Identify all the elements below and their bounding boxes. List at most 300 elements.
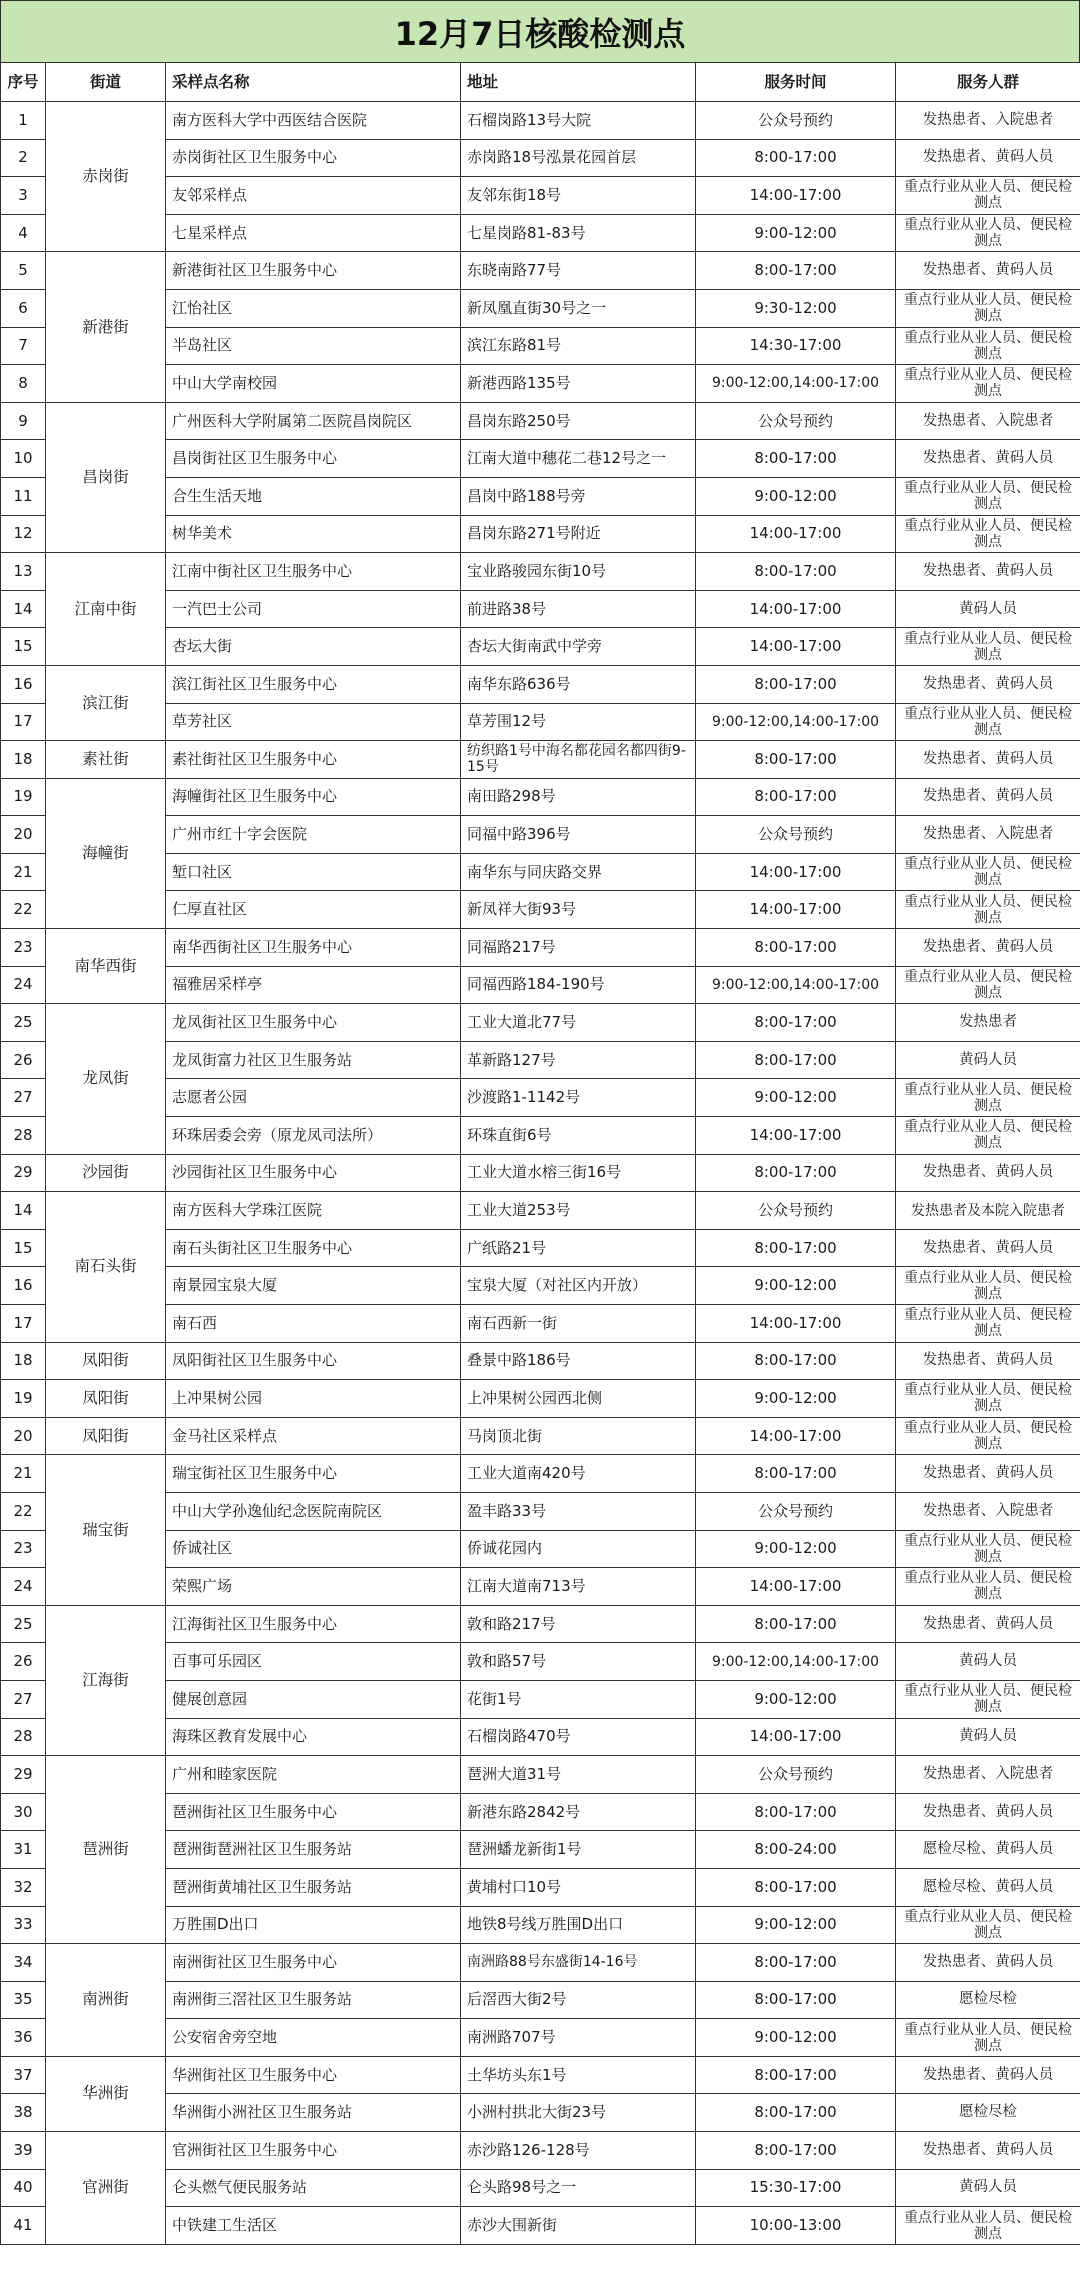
cell-site-name: 江海街社区卫生服务中心 [166,1605,461,1643]
cell-no: 14 [1,1192,46,1230]
cell-group: 发热患者、黄码人员 [896,2132,1080,2170]
cell-hours: 9:00-12:00,14:00-17:00 [696,966,896,1004]
cell-group: 黄码人员 [896,1718,1080,1756]
cell-address: 上冲果树公园西北侧 [461,1380,696,1418]
cell-group: 重点行业从业人员、便民检测点 [896,703,1080,741]
cell-group: 重点行业从业人员、便民检测点 [896,628,1080,666]
cell-group: 重点行业从业人员、便民检测点 [896,477,1080,515]
cell-group: 发热患者、黄码人员 [896,778,1080,816]
cell-site-name: 南石西 [166,1305,461,1343]
cell-site-name: 赤岗街社区卫生服务中心 [166,139,461,177]
cell-address: 新凤祥大街93号 [461,891,696,929]
cell-no: 15 [1,1229,46,1267]
cell-hours: 8:00-17:00 [696,1041,896,1079]
cell-address: 工业大道水榕三街16号 [461,1154,696,1192]
cell-address: 土华坊头东1号 [461,2056,696,2094]
cell-group: 黄码人员 [896,1041,1080,1079]
cell-address: 同福西路184-190号 [461,966,696,1004]
cell-no: 24 [1,966,46,1004]
page-title: 12月7日核酸检测点 [0,0,1080,64]
cell-site-name: 广州市红十字会医院 [166,816,461,854]
table-row [1,1004,1080,1042]
cell-address: 琶洲蟠龙新街1号 [461,1831,696,1869]
cell-address: 江南大道南713号 [461,1568,696,1606]
cell-site-name: 中山大学南校园 [166,365,461,403]
cell-hours: 14:00-17:00 [696,1718,896,1756]
cell-site-name: 南洲街社区卫生服务中心 [166,1944,461,1982]
cell-address: 南洲路88号东盛街14-16号 [461,1944,696,1982]
cell-address: 赤沙路126-128号 [461,2132,696,2170]
cell-group: 重点行业从业人员、便民检测点 [896,289,1080,327]
cell-no: 23 [1,929,46,967]
cell-street: 凤阳街 [46,1342,166,1380]
cell-address: 杏坛大街南武中学旁 [461,628,696,666]
cell-group: 发热患者、入院患者 [896,102,1080,140]
cell-address: 南田路298号 [461,778,696,816]
cell-hours: 9:00-12:00 [696,1906,896,1944]
cell-address: 滨江东路81号 [461,327,696,365]
table-row [1,665,1080,703]
cell-site-name: 江怡社区 [166,289,461,327]
cell-site-name: 侨诚社区 [166,1530,461,1568]
cell-no: 19 [1,778,46,816]
cell-street: 琶洲街 [46,1756,166,1944]
cell-site-name: 华洲街小洲社区卫生服务站 [166,2094,461,2132]
cell-site-name: 金马社区采样点 [166,1417,461,1455]
cell-no: 38 [1,2094,46,2132]
cell-group: 重点行业从业人员、便民检测点 [896,214,1080,252]
cell-hours: 14:00-17:00 [696,891,896,929]
table-row [1,1455,1080,1493]
cell-group: 重点行业从业人员、便民检测点 [896,2019,1080,2057]
cell-hours: 8:00-17:00 [696,1342,896,1380]
cell-hours: 9:00-12:00 [696,1380,896,1418]
cell-street: 赤岗街 [46,102,166,252]
cell-site-name: 草芳社区 [166,703,461,741]
cell-address: 宝泉大厦（对社区内开放） [461,1267,696,1305]
cell-no: 2 [1,139,46,177]
cell-address: 敦和路57号 [461,1643,696,1681]
cell-no: 20 [1,816,46,854]
cell-address: 昌岗中路188号旁 [461,477,696,515]
cell-group: 黄码人员 [896,590,1080,628]
cell-no: 21 [1,1455,46,1493]
cell-no: 22 [1,891,46,929]
table-row [1,778,1080,816]
cell-no: 18 [1,1342,46,1380]
cell-site-name: 琶洲街社区卫生服务中心 [166,1793,461,1831]
header-site: 采样点名称 [166,63,461,102]
cell-no: 21 [1,853,46,891]
cell-street: 新港街 [46,252,166,402]
cell-site-name: 凤阳街社区卫生服务中心 [166,1342,461,1380]
cell-hours: 9:00-12:00 [696,1530,896,1568]
cell-group: 重点行业从业人员、便民检测点 [896,1305,1080,1343]
cell-group: 发热患者、黄码人员 [896,252,1080,290]
cell-site-name: 半岛社区 [166,327,461,365]
cell-hours: 15:30-17:00 [696,2169,896,2207]
cell-group: 重点行业从业人员、便民检测点 [896,515,1080,553]
cell-site-name: 中铁建工生活区 [166,2207,461,2245]
cell-address: 南洲路707号 [461,2019,696,2057]
cell-site-name: 南方医科大学中西医结合医院 [166,102,461,140]
cell-hours: 8:00-17:00 [696,1944,896,1982]
cell-hours: 8:00-17:00 [696,1004,896,1042]
cell-site-name: 堑口社区 [166,853,461,891]
cell-address: 南华东路636号 [461,665,696,703]
cell-hours: 公众号预约 [696,816,896,854]
cell-group: 重点行业从业人员、便民检测点 [896,327,1080,365]
cell-street: 南石头街 [46,1192,166,1342]
cell-group: 黄码人员 [896,2169,1080,2207]
header-hours: 服务时间 [696,63,896,102]
cell-hours: 14:00-17:00 [696,1417,896,1455]
table-row [1,2056,1080,2094]
cell-address: 黄埔村口10号 [461,1868,696,1906]
cell-site-name: 百事可乐园区 [166,1643,461,1681]
cell-group: 发热患者、黄码人员 [896,1455,1080,1493]
cell-site-name: 仁厚直社区 [166,891,461,929]
cell-no: 19 [1,1380,46,1418]
header-group: 服务人群 [896,63,1080,102]
cell-address: 石榴岗路13号大院 [461,102,696,140]
cell-site-name: 广州医科大学附属第二医院昌岗院区 [166,402,461,440]
cell-group: 发热患者、入院患者 [896,816,1080,854]
cell-group: 发热患者、黄码人员 [896,1229,1080,1267]
cell-street: 江海街 [46,1605,166,1755]
cell-group: 黄码人员 [896,1643,1080,1681]
cell-group: 发热患者、入院患者 [896,402,1080,440]
cell-street: 凤阳街 [46,1417,166,1455]
cell-hours: 9:00-12:00,14:00-17:00 [696,1643,896,1681]
cell-address: 盈丰路33号 [461,1492,696,1530]
cell-hours: 8:00-17:00 [696,2056,896,2094]
cell-no: 39 [1,2132,46,2170]
cell-hours: 9:00-12:00 [696,1680,896,1718]
cell-hours: 14:00-17:00 [696,590,896,628]
cell-no: 36 [1,2019,46,2057]
cell-group: 愿检尽检、黄码人员 [896,1831,1080,1869]
cell-no: 13 [1,553,46,591]
cell-site-name: 滨江街社区卫生服务中心 [166,665,461,703]
cell-group: 重点行业从业人员、便民检测点 [896,1568,1080,1606]
cell-site-name: 上冲果树公园 [166,1380,461,1418]
table-row [1,1192,1080,1230]
cell-site-name: 琶洲街琶洲社区卫生服务站 [166,1831,461,1869]
cell-group: 重点行业从业人员、便民检测点 [896,1680,1080,1718]
cell-address: 七星岗路81-83号 [461,214,696,252]
cell-site-name: 瑞宝街社区卫生服务中心 [166,1455,461,1493]
cell-street: 沙园街 [46,1154,166,1192]
cell-hours: 8:00-17:00 [696,741,896,779]
cell-group: 发热患者 [896,1004,1080,1042]
cell-hours: 8:00-17:00 [696,1793,896,1831]
cell-hours: 14:00-17:00 [696,177,896,215]
table-header-row [1,63,1080,102]
cell-hours: 14:00-17:00 [696,628,896,666]
table-row [1,252,1080,290]
cell-address: 同福中路396号 [461,816,696,854]
cell-address: 叠景中路186号 [461,1342,696,1380]
cell-no: 12 [1,515,46,553]
cell-hours: 8:00-17:00 [696,1455,896,1493]
cell-address: 小洲村拱北大街23号 [461,2094,696,2132]
cell-address: 后滘西大街2号 [461,1981,696,2019]
cell-no: 8 [1,365,46,403]
cell-no: 28 [1,1718,46,1756]
cell-address: 江南大道中穗花二巷12号之一 [461,440,696,478]
cell-address: 工业大道北77号 [461,1004,696,1042]
cell-site-name: 健展创意园 [166,1680,461,1718]
cell-site-name: 素社街社区卫生服务中心 [166,741,461,779]
cell-group: 重点行业从业人员、便民检测点 [896,966,1080,1004]
cell-address: 工业大道253号 [461,1192,696,1230]
table-row [1,741,1080,779]
cell-site-name: 友邻采样点 [166,177,461,215]
cell-site-name: 南方医科大学珠江医院 [166,1192,461,1230]
cell-no: 23 [1,1530,46,1568]
cell-site-name: 琶洲街黄埔社区卫生服务站 [166,1868,461,1906]
cell-no: 3 [1,177,46,215]
cell-address: 赤沙大围新街 [461,2207,696,2245]
cell-no: 33 [1,1906,46,1944]
cell-hours: 8:00-17:00 [696,2094,896,2132]
table-row [1,929,1080,967]
cell-hours: 8:00-17:00 [696,1154,896,1192]
testing-sites-table [0,62,1080,2245]
table-row [1,1380,1080,1418]
cell-group: 重点行业从业人员、便民检测点 [896,177,1080,215]
cell-site-name: 海幢街社区卫生服务中心 [166,778,461,816]
cell-site-name: 南洲街三滘社区卫生服务站 [166,1981,461,2019]
cell-no: 16 [1,665,46,703]
cell-street: 瑞宝街 [46,1455,166,1605]
table-row [1,402,1080,440]
cell-street: 官洲街 [46,2132,166,2245]
cell-group: 重点行业从业人员、便民检测点 [896,1906,1080,1944]
cell-street: 南洲街 [46,1944,166,2057]
cell-hours: 8:00-17:00 [696,139,896,177]
cell-address: 花街1号 [461,1680,696,1718]
table-row [1,1342,1080,1380]
cell-group: 发热患者、入院患者 [896,1492,1080,1530]
cell-site-name: 昌岗街社区卫生服务中心 [166,440,461,478]
cell-group: 愿检尽检、黄码人员 [896,1868,1080,1906]
cell-no: 41 [1,2207,46,2245]
cell-no: 28 [1,1117,46,1155]
cell-group: 重点行业从业人员、便民检测点 [896,891,1080,929]
cell-no: 16 [1,1267,46,1305]
cell-hours: 8:00-17:00 [696,553,896,591]
cell-hours: 9:00-12:00 [696,1079,896,1117]
cell-address: 南华东与同庆路交界 [461,853,696,891]
cell-site-name: 荣熙广场 [166,1568,461,1606]
cell-street: 江南中街 [46,553,166,666]
cell-no: 4 [1,214,46,252]
cell-group: 重点行业从业人员、便民检测点 [896,1267,1080,1305]
cell-hours: 公众号预约 [696,1192,896,1230]
cell-street: 凤阳街 [46,1380,166,1418]
cell-site-name: 中山大学孙逸仙纪念医院南院区 [166,1492,461,1530]
table-row [1,2132,1080,2170]
cell-group: 重点行业从业人员、便民检测点 [896,1380,1080,1418]
cell-group: 发热患者、黄码人员 [896,139,1080,177]
table-row [1,553,1080,591]
cell-hours: 9:00-12:00 [696,214,896,252]
cell-site-name: 合生生活天地 [166,477,461,515]
cell-site-name: 南景园宝泉大厦 [166,1267,461,1305]
cell-street: 素社街 [46,741,166,779]
cell-site-name: 江南中街社区卫生服务中心 [166,553,461,591]
cell-group: 愿检尽检 [896,1981,1080,2019]
cell-hours: 8:00-17:00 [696,1229,896,1267]
cell-site-name: 树华美术 [166,515,461,553]
cell-no: 26 [1,1643,46,1681]
cell-address: 石榴岗路470号 [461,1718,696,1756]
cell-no: 34 [1,1944,46,1982]
cell-street: 南华西街 [46,929,166,1004]
cell-no: 27 [1,1680,46,1718]
cell-no: 25 [1,1004,46,1042]
cell-site-name: 志愿者公园 [166,1079,461,1117]
cell-site-name: 官洲街社区卫生服务中心 [166,2132,461,2170]
table-row [1,1417,1080,1455]
cell-no: 32 [1,1868,46,1906]
cell-no: 18 [1,741,46,779]
cell-hours: 9:00-12:00,14:00-17:00 [696,703,896,741]
cell-no: 9 [1,402,46,440]
cell-hours: 公众号预约 [696,1492,896,1530]
cell-site-name: 公安宿舍旁空地 [166,2019,461,2057]
cell-address: 琶洲大道31号 [461,1756,696,1794]
header-street: 街道 [46,63,166,102]
cell-no: 7 [1,327,46,365]
cell-no: 37 [1,2056,46,2094]
cell-site-name: 龙凤街富力社区卫生服务站 [166,1041,461,1079]
cell-group: 重点行业从业人员、便民检测点 [896,1530,1080,1568]
cell-group: 重点行业从业人员、便民检测点 [896,1079,1080,1117]
cell-site-name: 海珠区教育发展中心 [166,1718,461,1756]
cell-address: 仑头路98号之一 [461,2169,696,2207]
cell-site-name: 华洲街社区卫生服务中心 [166,2056,461,2094]
cell-group: 发热患者、黄码人员 [896,1793,1080,1831]
cell-address: 东晓南路77号 [461,252,696,290]
cell-no: 15 [1,628,46,666]
cell-street: 昌岗街 [46,402,166,552]
cell-hours: 14:00-17:00 [696,1117,896,1155]
cell-street: 滨江街 [46,665,166,740]
cell-no: 6 [1,289,46,327]
cell-group: 发热患者及本院入院患者 [896,1192,1080,1230]
cell-site-name: 环珠居委会旁（原龙凤司法所） [166,1117,461,1155]
cell-address: 南石西新一街 [461,1305,696,1343]
cell-address: 赤岗路18号泓景花园首层 [461,139,696,177]
cell-site-name: 龙凤街社区卫生服务中心 [166,1004,461,1042]
cell-group: 发热患者、黄码人员 [896,1605,1080,1643]
cell-hours: 8:00-17:00 [696,665,896,703]
cell-group: 发热患者、黄码人员 [896,741,1080,779]
cell-site-name: 一汽巴士公司 [166,590,461,628]
cell-hours: 8:00-17:00 [696,2132,896,2170]
cell-address: 新凤凰直街30号之一 [461,289,696,327]
cell-address: 新港东路2842号 [461,1793,696,1831]
cell-no: 20 [1,1417,46,1455]
cell-address: 宝业路骏园东街10号 [461,553,696,591]
cell-group: 发热患者、黄码人员 [896,1342,1080,1380]
cell-group: 发热患者、黄码人员 [896,665,1080,703]
cell-hours: 9:00-12:00 [696,2019,896,2057]
table-row [1,1756,1080,1794]
cell-street: 海幢街 [46,778,166,928]
cell-address: 纺织路1号中海名都花园名都四街9-15号 [461,741,696,779]
cell-no: 40 [1,2169,46,2207]
cell-no: 24 [1,1568,46,1606]
cell-hours: 14:00-17:00 [696,1305,896,1343]
cell-hours: 公众号预约 [696,102,896,140]
cell-hours: 8:00-17:00 [696,778,896,816]
cell-site-name: 仑头燃气便民服务站 [166,2169,461,2207]
cell-address: 沙渡路1-1142号 [461,1079,696,1117]
cell-group: 重点行业从业人员、便民检测点 [896,365,1080,403]
cell-no: 29 [1,1756,46,1794]
cell-hours: 8:00-24:00 [696,1831,896,1869]
cell-street: 龙凤街 [46,1004,166,1154]
cell-hours: 14:00-17:00 [696,853,896,891]
cell-hours: 10:00-13:00 [696,2207,896,2245]
cell-no: 25 [1,1605,46,1643]
cell-hours: 8:00-17:00 [696,252,896,290]
cell-site-name: 杏坛大街 [166,628,461,666]
cell-site-name: 南石头街社区卫生服务中心 [166,1229,461,1267]
table-row [1,102,1080,140]
cell-no: 11 [1,477,46,515]
cell-hours: 9:00-12:00 [696,477,896,515]
cell-group: 重点行业从业人员、便民检测点 [896,1417,1080,1455]
cell-group: 重点行业从业人员、便民检测点 [896,853,1080,891]
cell-address: 马岗顶北街 [461,1417,696,1455]
cell-address: 侨诚花园内 [461,1530,696,1568]
cell-hours: 8:00-17:00 [696,1981,896,2019]
cell-no: 31 [1,1831,46,1869]
cell-address: 广纸路21号 [461,1229,696,1267]
cell-group: 发热患者、黄码人员 [896,1944,1080,1982]
cell-group: 重点行业从业人员、便民检测点 [896,1117,1080,1155]
cell-hours: 14:00-17:00 [696,1568,896,1606]
cell-no: 1 [1,102,46,140]
cell-hours: 公众号预约 [696,402,896,440]
cell-street: 华洲街 [46,2056,166,2131]
cell-no: 35 [1,1981,46,2019]
cell-address: 敦和路217号 [461,1605,696,1643]
cell-no: 30 [1,1793,46,1831]
header-address: 地址 [461,63,696,102]
table-row [1,1944,1080,1982]
cell-site-name: 福雅居采样亭 [166,966,461,1004]
cell-site-name: 七星采样点 [166,214,461,252]
cell-hours: 9:00-12:00,14:00-17:00 [696,365,896,403]
cell-hours: 8:00-17:00 [696,440,896,478]
cell-address: 革新路127号 [461,1041,696,1079]
cell-address: 新港西路135号 [461,365,696,403]
cell-address: 同福路217号 [461,929,696,967]
cell-no: 29 [1,1154,46,1192]
cell-address: 环珠直街6号 [461,1117,696,1155]
cell-hours: 公众号预约 [696,1756,896,1794]
cell-hours: 8:00-17:00 [696,929,896,967]
cell-site-name: 万胜围D出口 [166,1906,461,1944]
cell-no: 5 [1,252,46,290]
cell-no: 14 [1,590,46,628]
